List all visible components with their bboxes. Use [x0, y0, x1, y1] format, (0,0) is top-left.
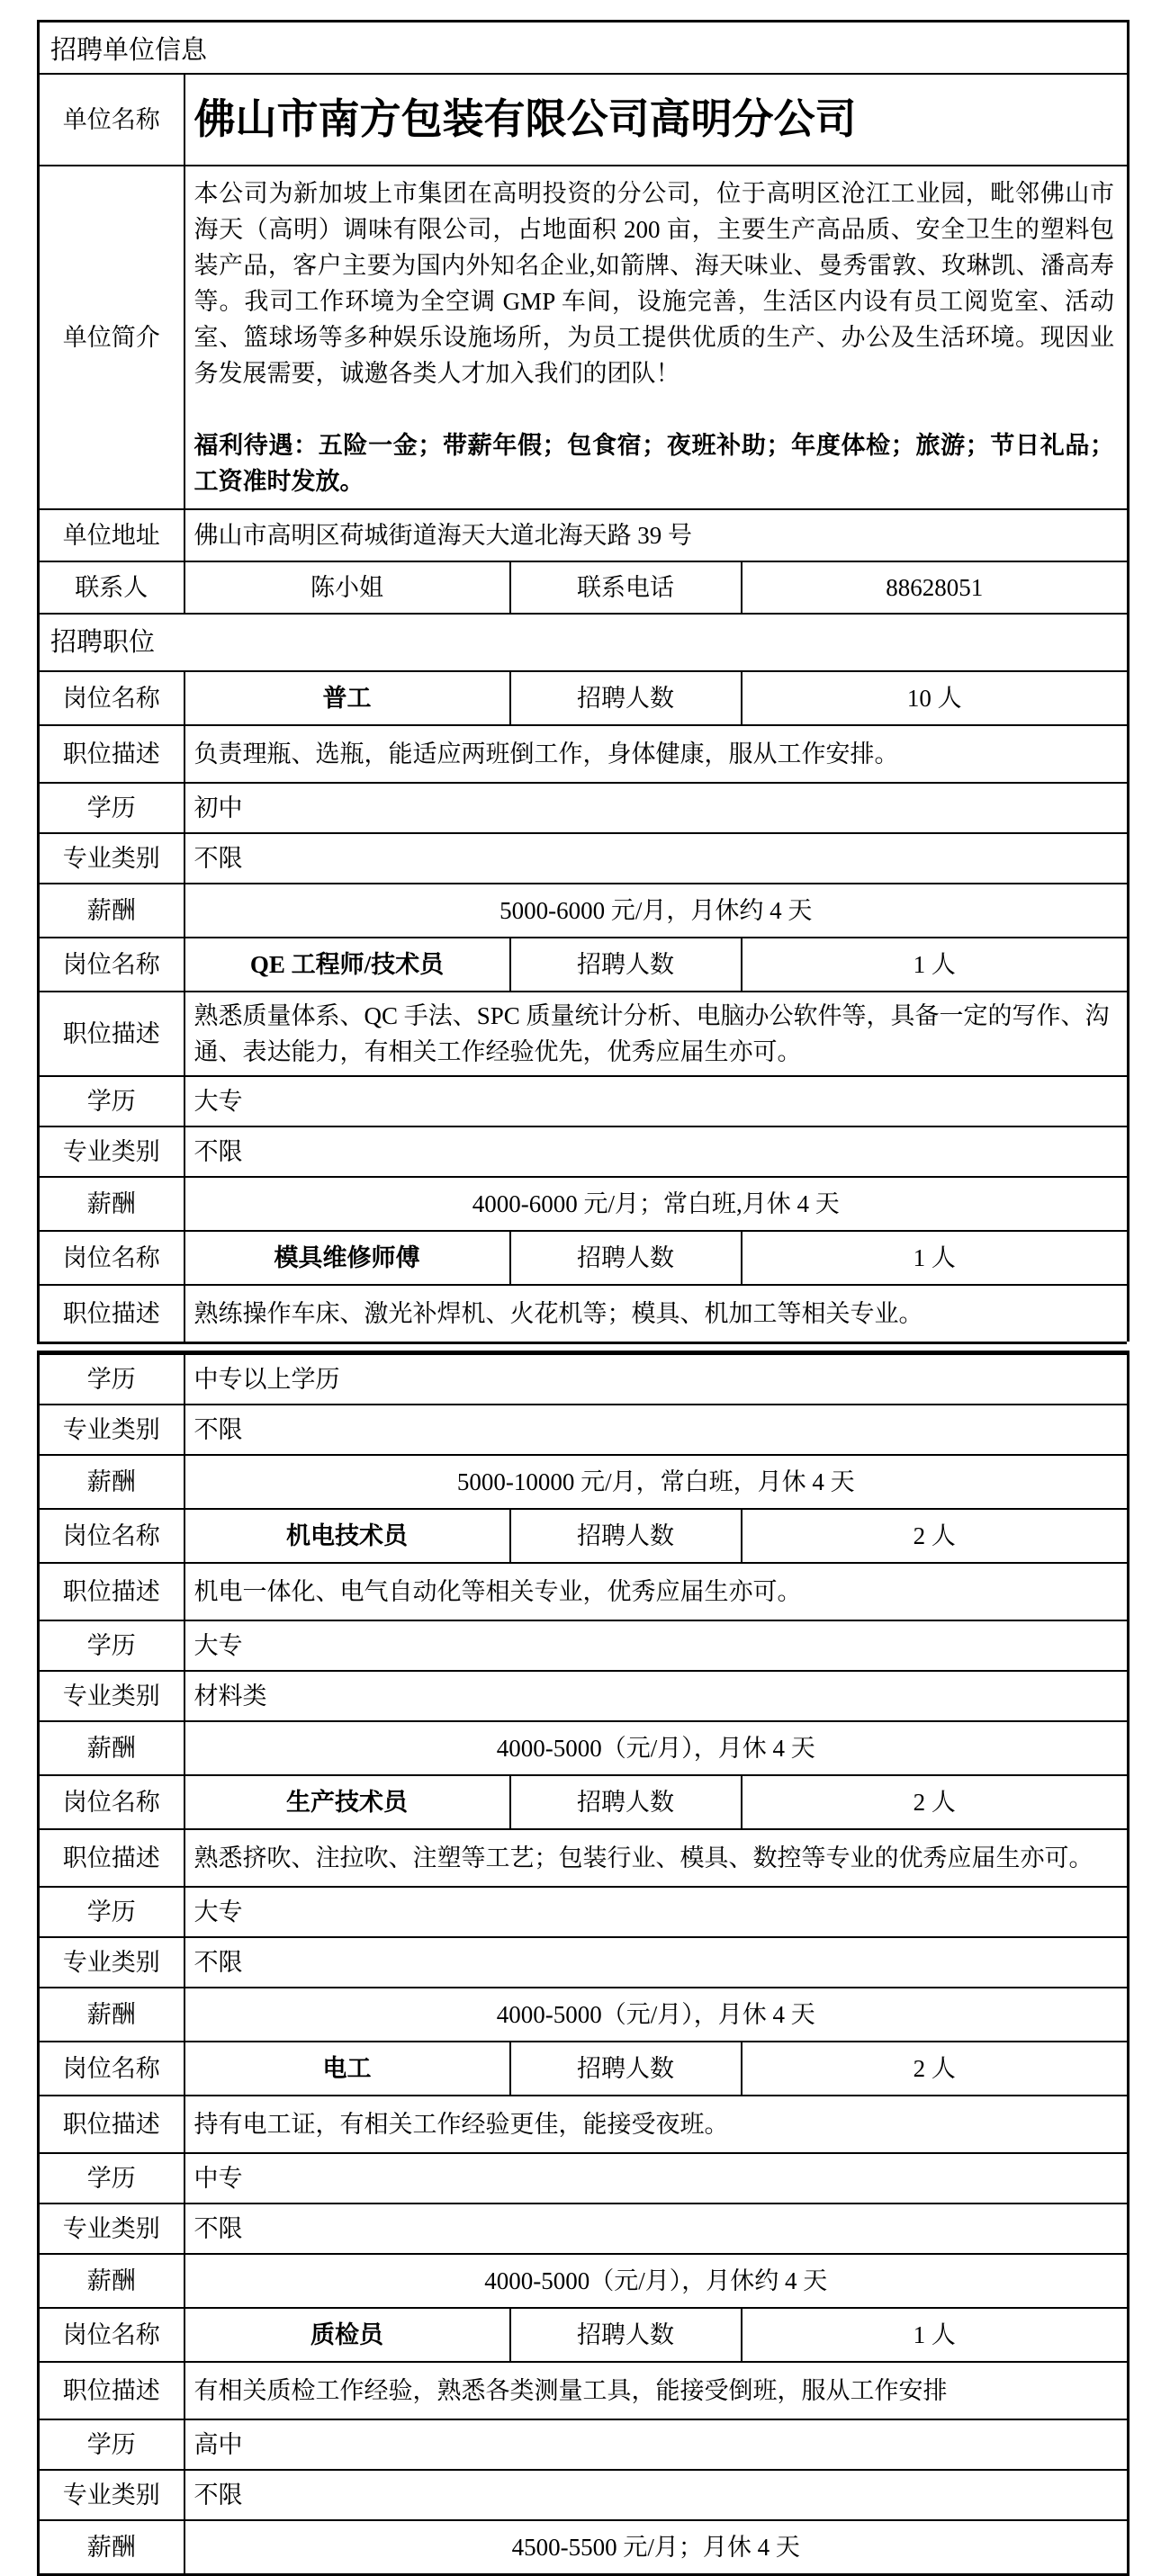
unit-intro-paragraph: 本公司为新加坡上市集团在高明投资的分公司，位于高明区沧江工业园，毗邻佛山市海天（高明）调味有限公司，占地面积 200 亩，主要生产高品质、安全卫生的塑料包装产品，客户主要为国内外知名企业,如箭牌、海天味业、曼秀雷敦、玫琳凯、潘高寿等。我司工作环境为全空调 GMP 车间，设施完善，生活区内设有员工阅览室、活动室、篮球场等多种娱乐设施场所，为员工提供优质的生产、办公及生活环境。现因业务发展需要，诚邀各类人才加入我们的团队！: [194, 180, 1115, 387]
salary-label: 薪酬: [39, 1721, 184, 1775]
section-row-company-info: [39, 22, 1129, 75]
job-description-label: 职位描述: [39, 2096, 184, 2153]
headcount-label: 招聘人数: [510, 2042, 742, 2096]
job-2-name-value: QE 工程师/技术员: [184, 938, 510, 992]
job-7-salary-value: 4500-5500 元/月；月休 4 天: [184, 2520, 1129, 2575]
salary-label: 薪酬: [39, 2520, 184, 2575]
job-1-major-row: [39, 833, 1129, 884]
job-6-description-row: [39, 2096, 1129, 2153]
job-name-label: 岗位名称: [39, 2308, 184, 2362]
job-6-major-row: [39, 2204, 1129, 2254]
job-2-education-value: 大专: [184, 1076, 1129, 1126]
headcount-label: 招聘人数: [510, 1509, 742, 1563]
job-name-label: 岗位名称: [39, 1231, 184, 1285]
job-description-label: 职位描述: [39, 1285, 184, 1343]
headcount-label: 招聘人数: [510, 671, 742, 725]
job-1-name-value: 普工: [184, 671, 510, 725]
job-5-salary-value: 4000-5000（元/月），月休 4 天: [184, 1988, 1129, 2042]
job-6-education-value: 中专: [184, 2153, 1129, 2204]
job-3-salary-row: [39, 1455, 1129, 1509]
job-7-headcount-value: 1 人: [742, 2308, 1129, 2362]
job-2-salary-value: 4000-6000 元/月；常白班,月休 4 天: [184, 1177, 1129, 1231]
job-7-major-value: 不限: [184, 2470, 1129, 2520]
job-7-description-value: 有相关质检工作经验，熟悉各类测量工具，能接受倒班，服从工作安排: [184, 2362, 1129, 2419]
contact-row: [39, 561, 1129, 614]
salary-label: 薪酬: [39, 884, 184, 938]
job-2-description-value: 熟悉质量体系、QC 手法、SPC 质量统计分析、电脑办公软件等，具备一定的写作、沟通、表达能力，有相关工作经验优先，优秀应届生亦可。: [184, 992, 1129, 1076]
job-3-major-value: 不限: [184, 1405, 1129, 1455]
major-category-label: 专业类别: [39, 2204, 184, 2254]
unit-intro-label: 单位简介: [39, 166, 184, 509]
salary-label: 薪酬: [39, 1177, 184, 1231]
education-label: 学历: [39, 1076, 184, 1126]
job-5-name-value: 生产技术员: [184, 1775, 510, 1829]
job-name-label: 岗位名称: [39, 1775, 184, 1829]
major-category-label: 专业类别: [39, 1405, 184, 1455]
job-7-description-row: [39, 2362, 1129, 2419]
job-1-headcount-value: 10 人: [742, 671, 1129, 725]
unit-address-value: 佛山市高明区荷城街道海天大道北海天路 39 号: [184, 509, 1129, 561]
job-6-salary-row: [39, 2254, 1129, 2308]
job-3-education-row: [39, 1353, 1129, 1405]
job-6-name-row: [39, 2042, 1129, 2096]
job-5-description-row: [39, 1829, 1129, 1887]
major-category-label: 专业类别: [39, 833, 184, 884]
job-7-major-row: [39, 2470, 1129, 2520]
education-label: 学历: [39, 1887, 184, 1937]
job-description-label: 职位描述: [39, 2362, 184, 2419]
job-6-description-value: 持有电工证，有相关工作经验更佳，能接受夜班。: [184, 2096, 1129, 2153]
job-1-major-value: 不限: [184, 833, 1129, 884]
job-3-description-row: [39, 1285, 1129, 1343]
salary-label: 薪酬: [39, 1988, 184, 2042]
headcount-label: 招聘人数: [510, 1775, 742, 1829]
major-category-label: 专业类别: [39, 1126, 184, 1177]
unit-intro-value: [184, 166, 1129, 509]
job-2-major-value: 不限: [184, 1126, 1129, 1177]
job-5-education-row: [39, 1887, 1129, 1937]
job-1-description-row: [39, 725, 1129, 783]
job-2-education-row: [39, 1076, 1129, 1126]
job-1-education-value: 初中: [184, 783, 1129, 833]
contact-phone-value: 88628051: [742, 561, 1129, 614]
job-1-salary-value: 5000-6000 元/月，月休约 4 天: [184, 884, 1129, 938]
unit-address-row: [39, 509, 1129, 561]
job-3-name-row: [39, 1231, 1129, 1285]
job-2-salary-row: [39, 1177, 1129, 1231]
section-row-jobs: [39, 614, 1129, 671]
job-6-headcount-value: 2 人: [742, 2042, 1129, 2096]
job-1-name-row: [39, 671, 1129, 725]
job-5-major-row: [39, 1937, 1129, 1988]
job-3-description-value: 熟练操作车床、激光补焊机、火花机等；模具、机加工等相关专业。: [184, 1285, 1129, 1343]
headcount-label: 招聘人数: [510, 1231, 742, 1285]
job-4-major-value: 材料类: [184, 1671, 1129, 1721]
page-break-divider: [39, 1343, 1129, 1353]
job-name-label: 岗位名称: [39, 2042, 184, 2096]
job-1-education-row: [39, 783, 1129, 833]
job-2-name-row: [39, 938, 1129, 992]
job-3-salary-value: 5000-10000 元/月，常白班，月休 4 天: [184, 1455, 1129, 1509]
job-4-education-value: 大专: [184, 1620, 1129, 1671]
salary-label: 薪酬: [39, 2254, 184, 2308]
job-4-major-row: [39, 1671, 1129, 1721]
job-3-headcount-value: 1 人: [742, 1231, 1129, 1285]
job-name-label: 岗位名称: [39, 671, 184, 725]
job-5-description-value: 熟悉挤吹、注拉吹、注塑等工艺；包装行业、模具、数控等专业的优秀应届生亦可。: [184, 1829, 1129, 1887]
job-3-major-row: [39, 1405, 1129, 1455]
page-break-gap: [39, 1343, 1129, 1353]
job-name-label: 岗位名称: [39, 1509, 184, 1563]
contact-person-value: 陈小姐: [184, 561, 510, 614]
job-4-salary-row: [39, 1721, 1129, 1775]
major-category-label: 专业类别: [39, 1937, 184, 1988]
section-title-company-info: 招聘单位信息: [39, 22, 1129, 75]
unit-welfare-paragraph: 福利待遇：五险一金；带薪年假；包食宿；夜班补助；年度体检；旅游；节日礼品；工资准时发放。: [194, 432, 1115, 495]
recruitment-table: [37, 20, 1130, 2576]
job-4-description-row: [39, 1563, 1129, 1620]
job-2-description-row: [39, 992, 1129, 1076]
job-2-headcount-value: 1 人: [742, 938, 1129, 992]
job-2-major-row: [39, 1126, 1129, 1177]
major-category-label: 专业类别: [39, 1671, 184, 1721]
education-label: 学历: [39, 1353, 184, 1405]
unit-name-label: 单位名称: [39, 74, 184, 166]
job-4-education-row: [39, 1620, 1129, 1671]
job-5-salary-row: [39, 1988, 1129, 2042]
headcount-label: 招聘人数: [510, 2308, 742, 2362]
job-7-education-value: 高中: [184, 2419, 1129, 2470]
job-4-description-value: 机电一体化、电气自动化等相关专业，优秀应届生亦可。: [184, 1563, 1129, 1620]
unit-name-value: 佛山市南方包装有限公司高明分公司: [184, 74, 1129, 166]
education-label: 学历: [39, 2419, 184, 2470]
major-category-label: 专业类别: [39, 2470, 184, 2520]
unit-name-row: [39, 74, 1129, 166]
job-7-name-value: 质检员: [184, 2308, 510, 2362]
job-4-headcount-value: 2 人: [742, 1509, 1129, 1563]
section-title-jobs: 招聘职位: [39, 614, 1129, 671]
unit-address-label: 单位地址: [39, 509, 184, 561]
job-6-salary-value: 4000-5000（元/月），月休约 4 天: [184, 2254, 1129, 2308]
job-6-education-row: [39, 2153, 1129, 2204]
job-6-name-value: 电工: [184, 2042, 510, 2096]
contact-person-label: 联系人: [39, 561, 184, 614]
job-4-salary-value: 4000-5000（元/月），月休 4 天: [184, 1721, 1129, 1775]
headcount-label: 招聘人数: [510, 938, 742, 992]
job-description-label: 职位描述: [39, 725, 184, 783]
job-7-name-row: [39, 2308, 1129, 2362]
job-5-headcount-value: 2 人: [742, 1775, 1129, 1829]
job-7-education-row: [39, 2419, 1129, 2470]
job-name-label: 岗位名称: [39, 938, 184, 992]
job-3-education-value: 中专以上学历: [184, 1353, 1129, 1405]
job-4-name-value: 机电技术员: [184, 1509, 510, 1563]
education-label: 学历: [39, 1620, 184, 1671]
job-description-label: 职位描述: [39, 992, 184, 1076]
education-label: 学历: [39, 783, 184, 833]
education-label: 学历: [39, 2153, 184, 2204]
job-5-education-value: 大专: [184, 1887, 1129, 1937]
job-description-label: 职位描述: [39, 1829, 184, 1887]
job-description-label: 职位描述: [39, 1563, 184, 1620]
job-7-salary-row: [39, 2520, 1129, 2575]
unit-intro-row: [39, 166, 1129, 509]
job-5-name-row: [39, 1775, 1129, 1829]
job-5-major-value: 不限: [184, 1937, 1129, 1988]
contact-phone-label: 联系电话: [510, 561, 742, 614]
job-4-name-row: [39, 1509, 1129, 1563]
job-1-description-value: 负责理瓶、选瓶，能适应两班倒工作，身体健康，服从工作安排。: [184, 725, 1129, 783]
job-3-name-value: 模具维修师傅: [184, 1231, 510, 1285]
job-6-major-value: 不限: [184, 2204, 1129, 2254]
job-1-salary-row: [39, 884, 1129, 938]
salary-label: 薪酬: [39, 1455, 184, 1509]
